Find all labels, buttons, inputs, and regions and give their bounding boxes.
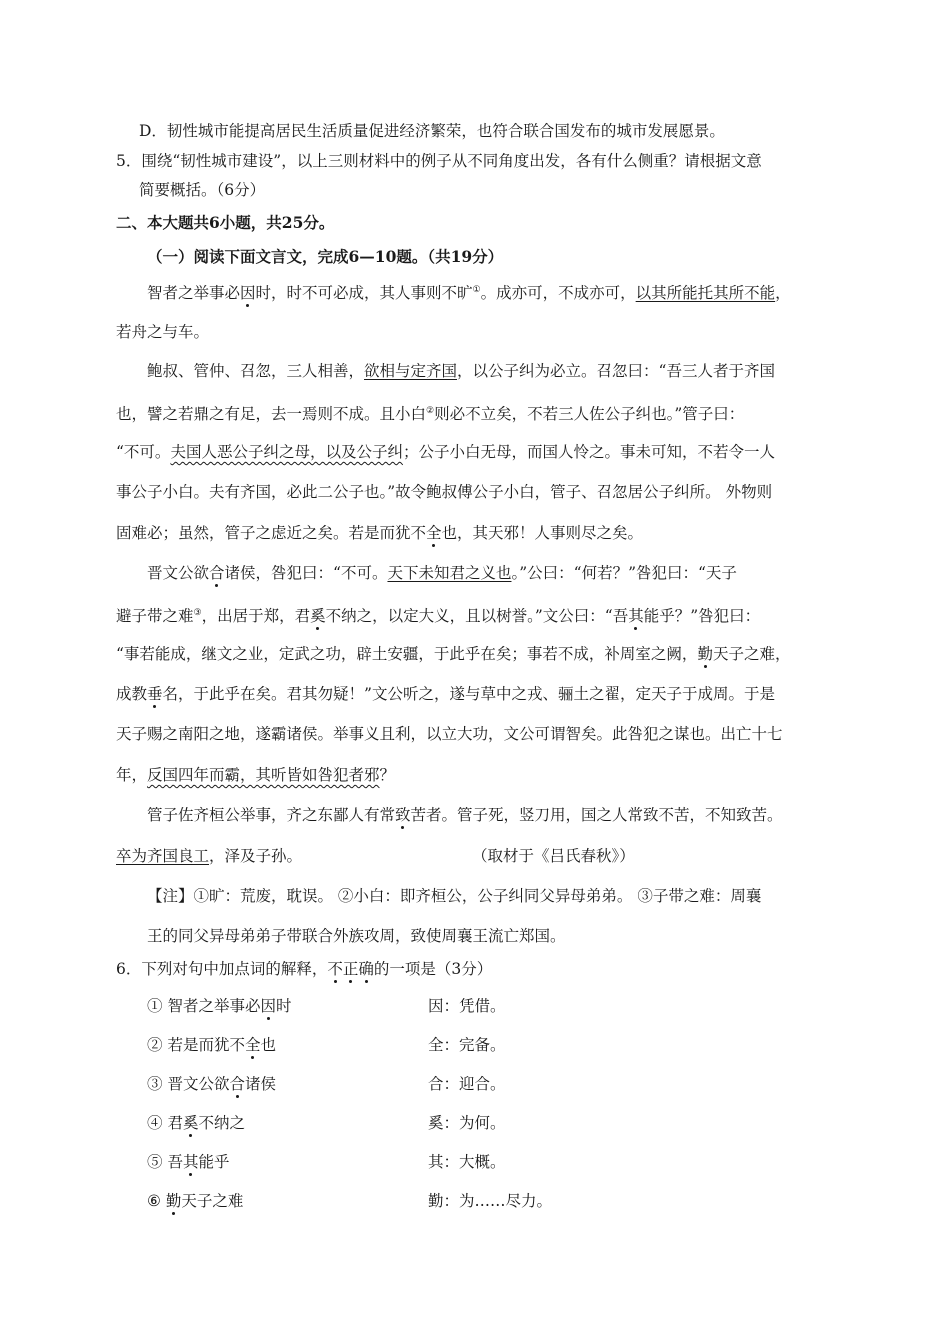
footnote-mark: ②	[426, 406, 435, 416]
dotted-word: 确	[358, 960, 374, 978]
source-citation: （取材于《吕氏春秋》）	[472, 847, 635, 865]
subsection-1-heading: （一）阅读下面文言文，完成6—10题。（共19分）	[147, 247, 504, 266]
notes-line1: 【注】①旷：荒废，耽误。 ②小白：即齐桓公，公子纠同父异母弟弟。 ③子带之难：周襄	[147, 887, 762, 905]
dotted-word: 勤	[165, 1192, 182, 1210]
dotted-word: 致	[395, 806, 411, 824]
dotted-word: 奚	[182, 1114, 199, 1132]
dotted-word: 合	[229, 1075, 245, 1093]
passage-p2-line3: “不可。夫国人恶公子纠之母，以及公子纠；公子小白无母，而国人怜之。事未可知，不若令一人	[116, 443, 775, 461]
dotted-word: 垂	[147, 685, 163, 703]
question-5-line2: 简要概括。（6分）	[139, 181, 266, 199]
passage-p2-line4: 事公子小白。夫有齐国，必此二公子也。”故令鲍叔傅公子小白，管子、召忽居公子纠所。 外物则	[116, 483, 773, 501]
section-2-heading: 二、本大题共6小题，共25分。	[116, 213, 335, 232]
item-1-gloss: 因：凭借。	[428, 997, 506, 1015]
dotted-word: 全	[244, 1036, 261, 1054]
option-d: D．韧性城市能提高居民生活质量促进经济繁荣，也符合联合国发布的城市发展愿景。	[139, 122, 725, 140]
item-6-gloss: 勤：为……尽力。	[428, 1192, 553, 1210]
passage-p3-line3: “事若能成，继文之业，定武之功，辟土安疆，于此乎在矣；事若不成，补周室之阙，勤天子之难，	[116, 645, 791, 663]
dotted-word: 其	[182, 1153, 199, 1171]
dotted-word: 因	[240, 284, 256, 302]
item-2: ② 若是而犹不全也	[147, 1036, 276, 1054]
passage-p1-line2: 若舟之与车。	[116, 323, 210, 341]
dotted-word: 正	[342, 960, 359, 978]
underlined-sentence: 卒为齐国良工	[116, 847, 210, 865]
passage-p3-line4: 成教垂名，于此乎在矣。君其勿疑！”文公听之，遂与草中之戎、骊土之翟，定天子于成周。于是	[116, 685, 775, 703]
dotted-word: 全	[426, 524, 442, 542]
wavy-underlined-phrase: 夫国人恶公子纠之母，以及公子纠	[170, 443, 403, 461]
dotted-word: 因	[260, 997, 276, 1015]
passage-p2-line5: 固难必；虽然，管子之虑近之矣。若是而犹不全也，其天邪！人事则尽之矣。	[116, 524, 644, 542]
dotted-word: 不	[327, 960, 343, 978]
footnote-mark: ③	[193, 608, 202, 618]
passage-p3-line1: 晋文公欲合诸侯，咎犯曰：“不可。天下未知君之义也。”公曰：“何若？”咎犯曰：“天子	[147, 564, 737, 582]
item-3: ③ 晋文公欲合诸侯	[147, 1075, 276, 1093]
item-6: ⑥ 勤天子之难	[147, 1192, 244, 1210]
item-1: ① 智者之举事必因时	[147, 997, 292, 1015]
wavy-underlined-phrase: 反国四年而霸，其听皆如咎犯者邪	[147, 766, 380, 784]
item-4-gloss: 奚：为何。	[428, 1114, 506, 1132]
underlined-sentence: 以其所能托其所不能	[635, 284, 776, 302]
underlined-sentence: 天下未知君之义也	[387, 564, 512, 582]
underlined-phrase: 欲相与定齐国	[364, 362, 458, 380]
dotted-word: 勤	[697, 645, 713, 663]
item-2-gloss: 全：完备。	[428, 1036, 506, 1054]
passage-p4-line1: 管子佐齐桓公举事，齐之东鄙人有常致苦者。管子死，竖刀用，国之人常致不苦，不知致苦。	[147, 806, 783, 824]
passage-p3-line5: 天子赐之南阳之地，遂霸诸侯。举事义且利，以立大功，文公可谓智矣。此咎犯之谋也。出亡十七	[116, 725, 783, 743]
item-4: ④ 君奚不纳之	[147, 1114, 245, 1132]
passage-p4-line2: 卒为齐国良工，泽及子孙。	[116, 847, 303, 865]
item-5-gloss: 其：大概。	[428, 1153, 506, 1171]
dotted-word: 其	[628, 607, 644, 625]
notes-line2: 王的同父异母弟弟子带联合外族攻周，致使周襄王流亡郑国。	[147, 927, 566, 945]
question-6: 6．下列对句中加点词的解释，不正确的一项是（3分）	[116, 960, 493, 978]
dotted-word: 奚	[310, 607, 326, 625]
item-5: ⑤ 吾其能乎	[147, 1153, 230, 1171]
question-5-line1: 5．围绕“韧性城市建设”，以上三则材料中的例子从不同角度出发，各有什么侧重？请根据文意	[116, 152, 762, 170]
passage-p1-line1: 智者之举事必因时，时不可必成，其人事则不旷①。成亦可，不成亦可，以其所能托其所不能，	[147, 284, 791, 302]
footnote-mark: ①	[472, 285, 481, 295]
passage-p2-line1: 鲍叔、管仲、召忽，三人相善，欲相与定齐国，以公子纠为必立。召忽曰：“吾三人者于齐国	[147, 362, 775, 380]
passage-p3-line2: 避子带之难③，出居于郑，君奚不纳之，以定大义，且以树誉。”文公曰：“吾其能乎？”咎犯曰：	[116, 607, 761, 625]
dotted-word: 合	[209, 564, 225, 582]
passage-p2-line2: 也，譬之若鼎之有足，去一焉则不成。且小白②则必不立矣，不若三人佐公子纠也。”管子曰：	[116, 405, 745, 423]
item-3-gloss: 合：迎合。	[428, 1075, 506, 1093]
passage-p3-line6: 年，反国四年而霸，其听皆如咎犯者邪？	[116, 766, 396, 784]
